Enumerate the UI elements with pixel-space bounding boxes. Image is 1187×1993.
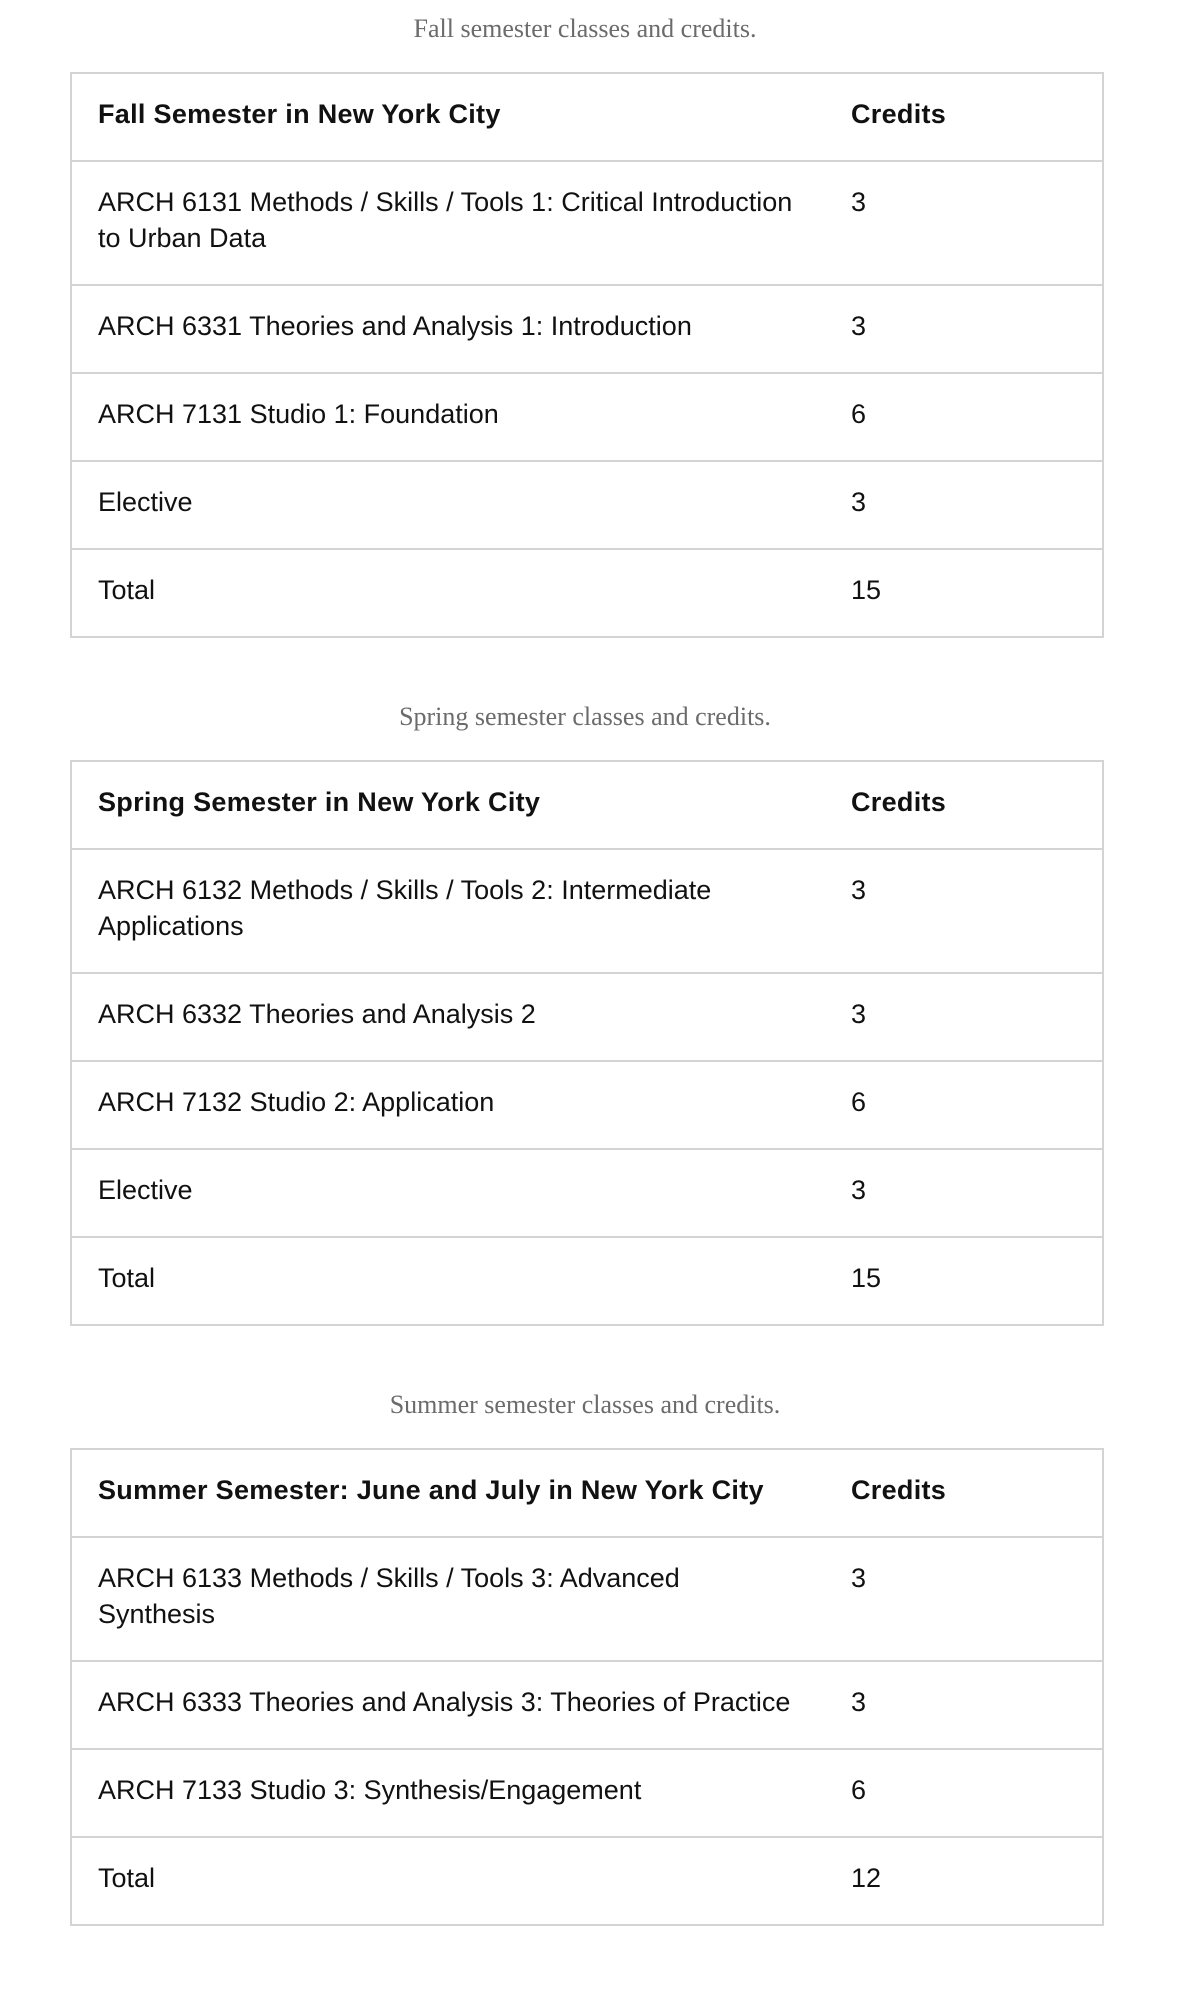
table-row: [71, 285, 1103, 373]
course-cell: ARCH 6333 Theories and Analysis 3: Theories of Practice: [71, 1661, 827, 1749]
course-cell: ARCH 7132 Studio 2: Application: [71, 1061, 827, 1149]
table-row: [71, 1537, 1103, 1661]
course-cell: ARCH 6132 Methods / Skills / Tools 2: Intermediate Applications: [71, 849, 827, 973]
course-cell: Elective: [71, 1149, 827, 1237]
table-row: [71, 1149, 1103, 1237]
total-label-cell: Total: [71, 1837, 827, 1925]
fall-caption: Fall semester classes and credits.: [413, 14, 757, 43]
table-row: [71, 849, 1103, 973]
credits-cell: 3: [827, 161, 1103, 285]
credits-cell: 3: [827, 285, 1103, 373]
table-row: [71, 1749, 1103, 1837]
course-cell: ARCH 6331 Theories and Analysis 1: Introduction: [71, 285, 827, 373]
table-row: [71, 161, 1103, 285]
fall-credits-table: [70, 72, 1104, 638]
total-row: [71, 1837, 1103, 1925]
course-cell: ARCH 7131 Studio 1: Foundation: [71, 373, 827, 461]
table-header-row: [71, 73, 1103, 161]
table-row: [71, 973, 1103, 1061]
table-row: [71, 461, 1103, 549]
course-cell: ARCH 6131 Methods / Skills / Tools 1: Critical Introduction to Urban Data: [71, 161, 827, 285]
credits-cell: 3: [827, 1661, 1103, 1749]
total-label-cell: Total: [71, 1237, 827, 1325]
credits-cell: 6: [827, 373, 1103, 461]
table-row: [71, 1061, 1103, 1149]
table-header-row: [71, 761, 1103, 849]
credits-cell: 3: [827, 1537, 1103, 1661]
credits-cell: 3: [827, 1149, 1103, 1237]
course-cell: Elective: [71, 461, 827, 549]
total-credits-cell: 12: [827, 1837, 1103, 1925]
summer-caption: Summer semester classes and credits.: [389, 1390, 781, 1419]
total-row: [71, 549, 1103, 637]
credits-column-header: Credits: [827, 761, 1103, 849]
credits-cell: 6: [827, 1749, 1103, 1837]
table-row: [71, 1661, 1103, 1749]
total-label-cell: Total: [71, 549, 827, 637]
credits-cell: 3: [827, 849, 1103, 973]
spring-caption: Spring semester classes and credits.: [399, 702, 771, 731]
course-column-header: Fall Semester in New York City: [71, 73, 827, 161]
credits-cell: 6: [827, 1061, 1103, 1149]
credits-cell: 3: [827, 973, 1103, 1061]
total-credits-cell: 15: [827, 1237, 1103, 1325]
course-cell: ARCH 6332 Theories and Analysis 2: [71, 973, 827, 1061]
course-cell: ARCH 6133 Methods / Skills / Tools 3: Advanced Synthesis: [71, 1537, 827, 1661]
summer-credits-table: [70, 1448, 1104, 1926]
credits-column-header: Credits: [827, 1449, 1103, 1537]
credits-column-header: Credits: [827, 73, 1103, 161]
course-column-header: Summer Semester: June and July in New York City: [71, 1449, 827, 1537]
table-header-row: [71, 1449, 1103, 1537]
course-column-header: Spring Semester in New York City: [71, 761, 827, 849]
total-row: [71, 1237, 1103, 1325]
course-cell: ARCH 7133 Studio 3: Synthesis/Engagement: [71, 1749, 827, 1837]
spring-credits-table: [70, 760, 1104, 1326]
table-row: [71, 373, 1103, 461]
total-credits-cell: 15: [827, 549, 1103, 637]
credits-cell: 3: [827, 461, 1103, 549]
